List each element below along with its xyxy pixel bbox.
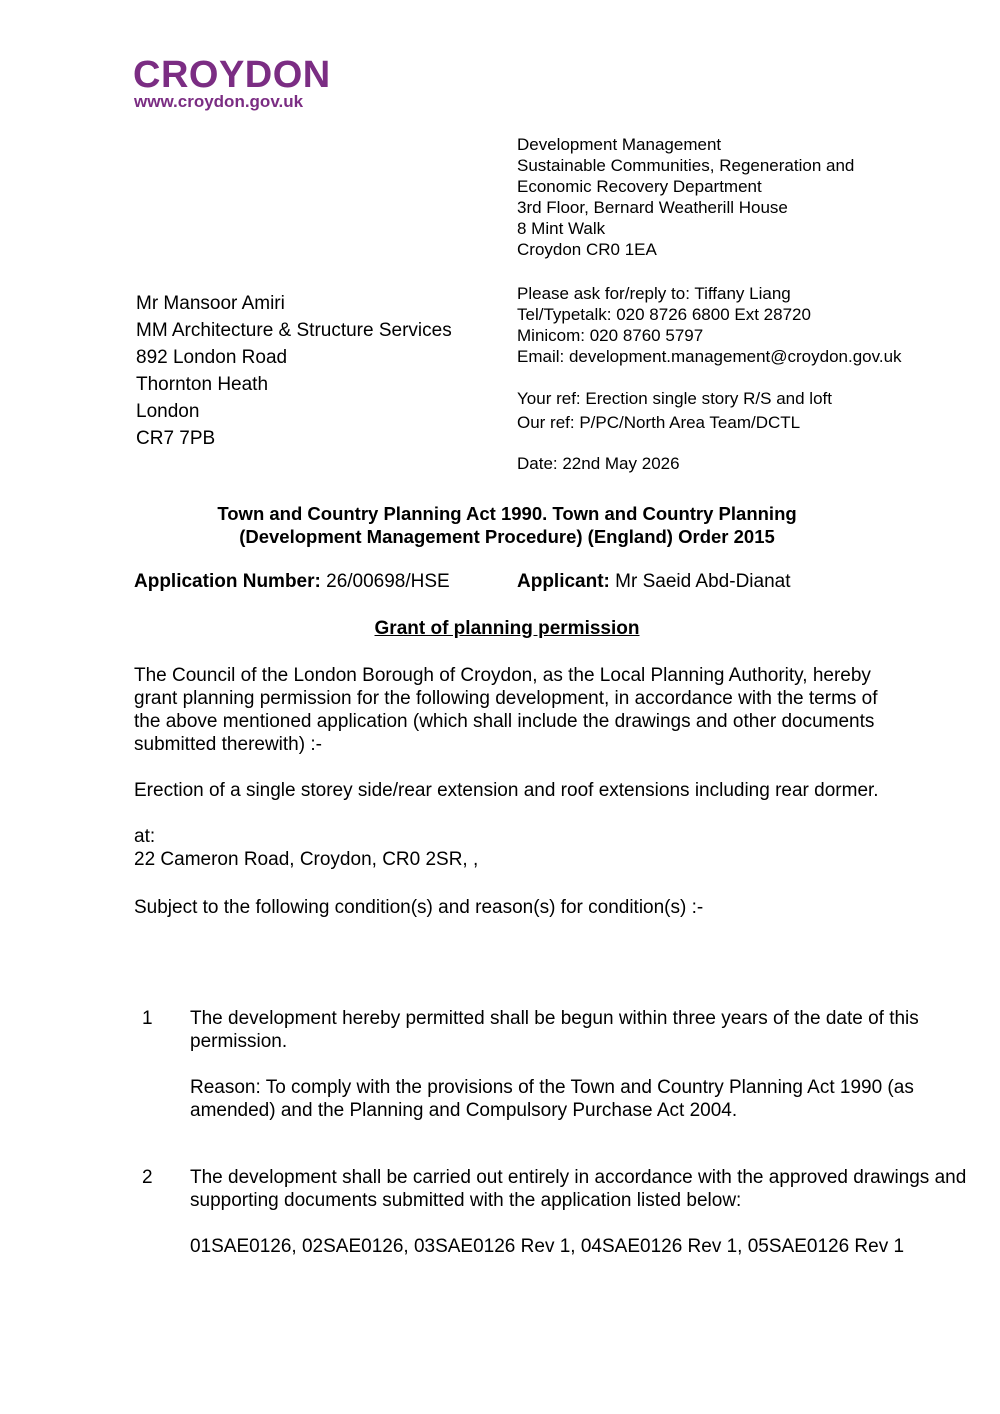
department-line: Croydon CR0 1EA: [517, 240, 657, 259]
department-line: 8 Mint Walk: [517, 219, 606, 238]
applicant-value: Mr Saeid Abd-Dianat: [615, 571, 791, 592]
references: [517, 387, 832, 435]
applicant-label: Applicant:: [517, 571, 610, 592]
condition-number: 2: [142, 1167, 153, 1188]
conditions-intro: Subject to the following condition(s) and reason(s) for condition(s) :-: [134, 897, 704, 918]
contact-line: Please ask for/reply to: Tiffany Liang: [517, 284, 791, 303]
contact-details: [517, 283, 902, 367]
grant-heading: Grant of planning permission: [374, 618, 640, 639]
council-logo-url: www.croydon.gov.uk: [134, 92, 304, 111]
condition-reason: Reason: To comply with the provisions of the Town and Country Planning Act 1990 (as amended) and the Planning and Compulsory Purchase Act 2004.: [190, 1077, 914, 1121]
application-number-label: Application Number:: [134, 571, 321, 592]
our-reference: Our ref: P/PC/North Area Team/DCTL: [517, 413, 801, 432]
condition-number: 1: [142, 1008, 153, 1029]
department-line: 3rd Floor, Bernard Weatherill House: [517, 198, 788, 217]
development-description: Erection of a single storey side/rear extension and roof extensions including rear dormer.: [134, 780, 879, 801]
recipient-line: MM Architecture & Structure Services: [136, 320, 452, 341]
condition-text: The development hereby permitted shall be begun within three years of the date of this permission.: [190, 1008, 919, 1052]
department-line: Economic Recovery Department: [517, 177, 762, 196]
contact-email: Email: development.management@croydon.gov.uk: [517, 347, 902, 366]
at-label: at:: [134, 826, 156, 847]
council-logo-name: CROYDON: [133, 54, 331, 96]
recipient-line: Mr Mansoor Amiri: [136, 293, 285, 314]
applicant: [517, 570, 791, 594]
department-address: [517, 134, 854, 260]
letter-date: Date: 22nd May 2026: [517, 454, 680, 473]
department-line: Sustainable Communities, Regeneration and: [517, 156, 855, 175]
condition-text: The development shall be carried out entirely in accordance with the approved drawings and supporting documents submitted with the application listed below:: [190, 1167, 967, 1211]
recipient-line: Thornton Heath: [136, 374, 269, 395]
your-reference: Your ref: Erection single story R/S and loft: [517, 389, 832, 408]
site-address: 22 Cameron Road, Croydon, CR0 2SR, ,: [134, 849, 479, 870]
intro-paragraph: The Council of the London Borough of Croydon, as the Local Planning Authority, hereby grant planning permission for the following development, in accordance with the terms of the above mentioned application (which shall include the drawings and other documents submitted therewith) :-: [134, 665, 878, 755]
contact-line: Minicom: 020 8760 5797: [517, 326, 704, 345]
application-number-value: 26/00698/HSE: [326, 571, 450, 592]
recipient-line: CR7 7PB: [136, 428, 216, 449]
department-line: Development Management: [517, 135, 722, 154]
act-heading-line: Town and Country Planning Act 1990. Town and Country Planning: [217, 503, 797, 524]
recipient-address: [136, 290, 452, 452]
contact-line: Tel/Typetalk: 020 8726 6800 Ext 28720: [517, 305, 811, 324]
recipient-line: 892 London Road: [136, 347, 288, 368]
approved-drawings-list: 01SAE0126, 02SAE0126, 03SAE0126 Rev 1, 04SAE0126 Rev 1, 05SAE0126 Rev 1: [190, 1236, 905, 1257]
act-heading: [134, 502, 880, 548]
recipient-line: London: [136, 401, 200, 422]
act-heading-line: (Development Management Procedure) (England) Order 2015: [239, 526, 775, 547]
application-number: [134, 570, 450, 594]
